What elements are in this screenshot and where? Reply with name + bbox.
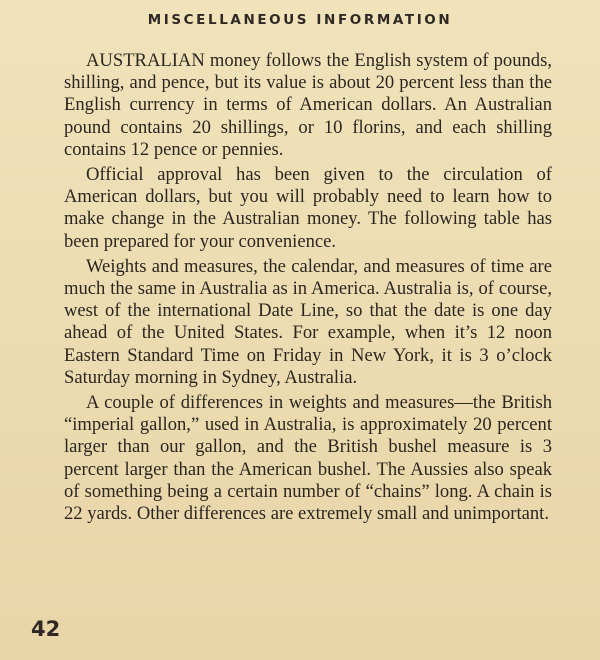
paragraph-measure-differences: A couple of differences in weights and measures—the British “imperial gallon,” used in Australia, is approximately 20 percent larger than our gallon, and the British bushel measure is 3 percent larger than the American bushel. The Aussies also speak of something being a certain number of “chains” long. A chain is 22 yards. Other differences are extremely small and unimportant. <box>64 392 552 525</box>
running-head: MISCELLANEOUS INFORMATION <box>147 12 453 28</box>
paragraph-weights-calendar-time: Weights and measures, the calendar, and measures of time are much the same in Australia as in America. Australia is, of course, west of the international Date Line, so that the date is one day ahead of the United States. For example, when it’s 12 noon Eastern Standard Time on Friday in New York, it is 3 o’clock Saturday morning in Sydney, Australia. <box>64 255 552 388</box>
paragraph-australian-money: AUSTRALIAN money follows the English system of pounds, shilling, and pence, but its value is about 20 percent less than the English currency in terms of American dollars. An Australian pound contains 20 shillings, or 10 florins, and each shilling contains 12 pence or pennies. <box>64 50 552 160</box>
page-number: 42 <box>31 617 61 641</box>
paragraph-american-dollars: Official approval has been given to the circulation of American dollars, but you will probably need to learn how to make change in the Australian money. The following table has been prepared for your convenience. <box>64 164 552 252</box>
body-text <box>64 50 552 528</box>
